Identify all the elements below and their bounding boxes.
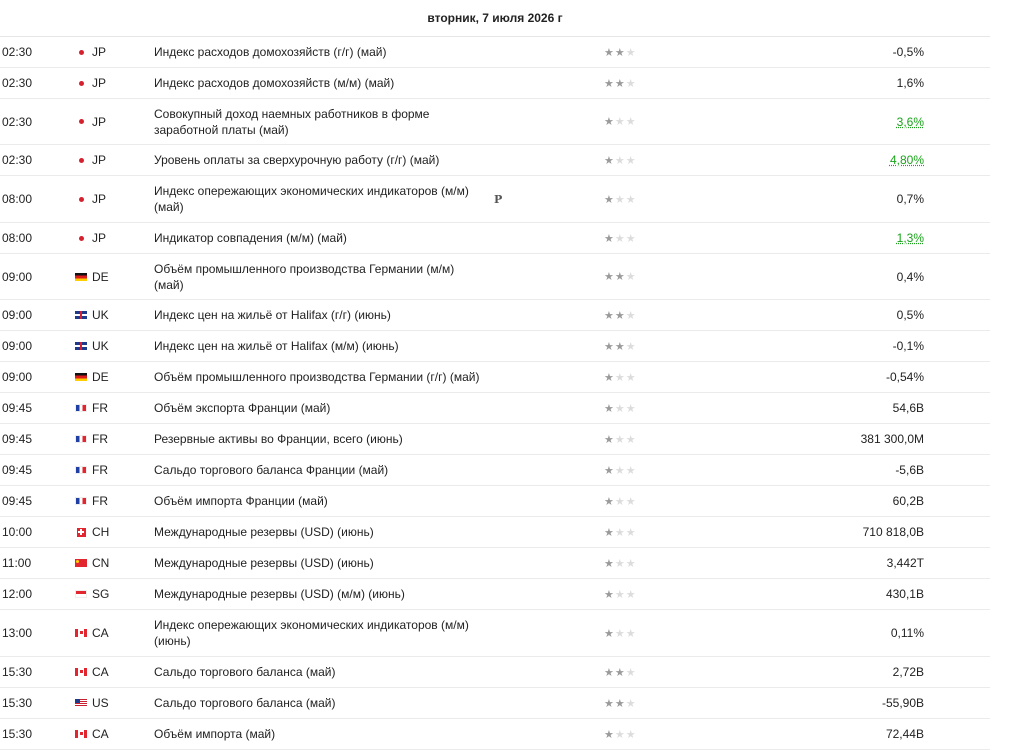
country-flag-icon xyxy=(74,688,88,718)
importance-stars xyxy=(604,300,644,330)
event-time: 09:45 xyxy=(2,463,33,477)
country-flag-icon xyxy=(74,579,88,609)
event-row[interactable] xyxy=(0,424,990,455)
country-flag-icon xyxy=(74,176,88,222)
event-time: 02:30 xyxy=(2,45,33,59)
actual-value xyxy=(780,176,924,222)
actual-value-text: 4,80% xyxy=(889,153,924,167)
event-time: 09:00 xyxy=(2,370,33,384)
star-icon: ★ xyxy=(614,232,626,245)
country-flag-icon xyxy=(74,486,88,516)
country-flag-icon xyxy=(74,300,88,330)
event-time: 02:30 xyxy=(2,114,33,129)
event-row[interactable] xyxy=(0,610,990,657)
event-time: 08:00 xyxy=(2,192,33,206)
actual-value-text: -5,6B xyxy=(895,463,924,477)
jp-flag-icon xyxy=(79,81,84,86)
de-flag-icon xyxy=(75,273,87,281)
star-icon: ★ xyxy=(614,402,626,415)
fr-flag-icon xyxy=(75,435,87,443)
event-time: 09:45 xyxy=(2,432,33,446)
event-name-link[interactable]: Уровень оплаты за сверхурочную работу (г/г) (май) xyxy=(154,153,440,167)
event-name-link[interactable]: Сальдо торгового баланса Франции (май) xyxy=(154,463,389,477)
importance-stars xyxy=(604,719,644,749)
event-time: 09:45 xyxy=(2,401,33,415)
star-icon: ★ xyxy=(604,116,615,128)
star-icon: ★ xyxy=(604,697,615,710)
star-icon: ★ xyxy=(625,116,637,128)
event-name-link[interactable]: Индекс опережающих экономических индикаторов (м/м) (июнь) xyxy=(154,618,469,648)
actual-value xyxy=(780,223,924,253)
actual-value-text: 0,7% xyxy=(896,192,924,206)
country-flag-icon xyxy=(74,68,88,98)
country-flag-icon xyxy=(74,223,88,253)
actual-value-text: 0,11% xyxy=(890,626,924,640)
star-icon: ★ xyxy=(625,728,637,741)
star-icon: ★ xyxy=(604,154,615,167)
country-code: UK xyxy=(92,339,109,353)
ca-flag-icon xyxy=(75,668,87,676)
country-code: JP xyxy=(92,192,107,206)
star-icon: ★ xyxy=(604,371,615,384)
uk-flag-icon xyxy=(75,311,87,319)
event-time: 10:00 xyxy=(2,525,33,539)
star-icon: ★ xyxy=(604,232,615,245)
star-icon: ★ xyxy=(604,402,615,415)
star-icon: ★ xyxy=(625,77,637,90)
us-flag-icon xyxy=(75,699,87,707)
event-time: 15:30 xyxy=(2,665,33,679)
star-icon: ★ xyxy=(614,526,626,539)
event-name-link[interactable]: Сальдо торгового баланса (май) xyxy=(154,696,336,710)
actual-value-text: -0,1% xyxy=(892,339,924,353)
ca-flag-icon xyxy=(75,629,87,637)
importance-stars xyxy=(604,145,644,175)
star-icon: ★ xyxy=(625,557,637,570)
importance-stars xyxy=(604,362,644,392)
star-icon: ★ xyxy=(604,588,615,601)
star-icon: ★ xyxy=(604,193,615,206)
actual-value xyxy=(780,688,924,718)
country-code: JP xyxy=(92,114,107,129)
importance-stars xyxy=(604,657,644,687)
event-row[interactable] xyxy=(0,331,990,362)
fr-flag-icon xyxy=(75,497,87,505)
actual-value-text: 710 818,0B xyxy=(862,525,924,539)
country-code: JP xyxy=(92,231,107,245)
event-time: 09:00 xyxy=(2,308,33,322)
jp-flag-icon xyxy=(79,119,84,124)
star-icon: ★ xyxy=(614,557,626,570)
fr-flag-icon xyxy=(75,404,87,412)
sg-flag-icon xyxy=(75,590,87,598)
star-icon: ★ xyxy=(614,309,626,322)
importance-stars xyxy=(604,579,644,609)
star-icon: ★ xyxy=(614,464,626,477)
country-code: SG xyxy=(92,587,110,601)
star-icon: ★ xyxy=(614,77,626,90)
star-icon: ★ xyxy=(604,666,615,679)
country-flag-icon xyxy=(74,517,88,547)
ch-flag-icon xyxy=(77,528,86,537)
event-row[interactable] xyxy=(0,548,990,579)
star-icon: ★ xyxy=(604,309,615,322)
country-flag-icon xyxy=(74,99,88,144)
star-icon: ★ xyxy=(614,627,626,640)
actual-value xyxy=(780,99,924,144)
country-flag-icon xyxy=(74,657,88,687)
country-code: DE xyxy=(92,269,109,284)
star-icon: ★ xyxy=(604,627,615,640)
event-row[interactable] xyxy=(0,68,990,99)
date-header: вторник, 7 июля 2026 г xyxy=(0,0,990,37)
star-icon: ★ xyxy=(614,340,626,353)
country-code: FR xyxy=(92,432,108,446)
country-flag-icon xyxy=(74,719,88,749)
star-icon: ★ xyxy=(604,557,615,570)
actual-value xyxy=(780,145,924,175)
country-flag-icon xyxy=(74,145,88,175)
country-code: CN xyxy=(92,556,110,570)
country-code: US xyxy=(92,696,109,710)
de-flag-icon xyxy=(75,373,87,381)
actual-value-text: 2,72B xyxy=(892,665,924,679)
star-icon: ★ xyxy=(614,666,626,679)
actual-value-text: 60,2B xyxy=(892,494,924,508)
actual-value-text: 430,1B xyxy=(885,587,924,601)
importance-stars xyxy=(604,99,644,144)
jp-flag-icon xyxy=(79,50,84,55)
country-code: DE xyxy=(92,370,109,384)
actual-value xyxy=(780,331,924,361)
event-name-link[interactable]: Индекс опережающих экономических индикаторов (м/м) (май) xyxy=(154,184,469,214)
star-icon: ★ xyxy=(625,697,637,710)
actual-value xyxy=(780,68,924,98)
importance-stars xyxy=(604,548,644,578)
actual-value-text: -0,5% xyxy=(892,45,924,59)
country-flag-icon xyxy=(74,455,88,485)
star-icon: ★ xyxy=(625,340,637,353)
star-icon: ★ xyxy=(604,526,615,539)
event-row[interactable] xyxy=(0,176,990,223)
actual-value xyxy=(780,517,924,547)
star-icon: ★ xyxy=(614,495,626,508)
event-row[interactable] xyxy=(0,37,990,68)
actual-value-text: 381 300,0M xyxy=(860,432,924,446)
event-name-link[interactable]: Объём промышленного производства Германии (г/г) (май) xyxy=(154,370,480,384)
jp-flag-icon xyxy=(79,236,84,241)
actual-value xyxy=(780,455,924,485)
country-flag-icon xyxy=(74,548,88,578)
actual-value xyxy=(780,719,924,749)
event-time: 15:30 xyxy=(2,727,33,741)
country-code: CH xyxy=(92,525,110,539)
event-name-link[interactable]: Международные резервы (USD) (июнь) xyxy=(154,525,374,539)
actual-value xyxy=(780,424,924,454)
cn-flag-icon xyxy=(75,559,87,567)
actual-value xyxy=(780,579,924,609)
calendar-table-body xyxy=(0,37,990,750)
star-icon: ★ xyxy=(625,495,637,508)
event-time: 08:00 xyxy=(2,231,33,245)
event-time: 09:00 xyxy=(2,339,33,353)
importance-stars xyxy=(604,610,644,656)
actual-value-text: 3,6% xyxy=(896,114,924,129)
country-flag-icon xyxy=(74,610,88,656)
importance-stars xyxy=(604,37,644,67)
country-code: UK xyxy=(92,308,109,322)
actual-value-text: 0,5% xyxy=(896,308,924,322)
event-row[interactable] xyxy=(0,657,990,688)
actual-value-text: -55,90B xyxy=(881,696,924,710)
country-flag-icon xyxy=(74,393,88,423)
uk-flag-icon xyxy=(75,342,87,350)
star-icon: ★ xyxy=(604,77,615,90)
event-time: 15:30 xyxy=(2,696,33,710)
importance-stars xyxy=(604,688,644,718)
event-time: 13:00 xyxy=(2,626,33,640)
star-icon: ★ xyxy=(614,154,626,167)
actual-value xyxy=(780,486,924,516)
star-icon: ★ xyxy=(625,309,637,322)
importance-stars xyxy=(604,486,644,516)
event-row[interactable] xyxy=(0,300,990,331)
event-time: 02:30 xyxy=(2,153,33,167)
event-row[interactable] xyxy=(0,579,990,610)
star-icon: ★ xyxy=(614,193,626,206)
event-name-link[interactable]: Индекс расходов домохозяйств (м/м) (май) xyxy=(154,76,395,90)
star-icon: ★ xyxy=(614,371,626,384)
importance-stars xyxy=(604,254,644,299)
actual-value xyxy=(780,362,924,392)
star-icon: ★ xyxy=(604,728,615,741)
star-icon: ★ xyxy=(625,271,637,283)
event-name-link[interactable]: Резервные активы во Франции, всего (июнь) xyxy=(154,432,403,446)
country-code: CA xyxy=(92,665,109,679)
ca-flag-icon xyxy=(75,730,87,738)
event-row[interactable] xyxy=(0,362,990,393)
star-icon: ★ xyxy=(625,402,637,415)
actual-value-text: 72,44B xyxy=(885,727,924,741)
event-name-link[interactable]: Индекс расходов домохозяйств (г/г) (май) xyxy=(154,45,387,59)
star-icon: ★ xyxy=(604,271,615,283)
event-row[interactable] xyxy=(0,99,990,145)
event-name-link[interactable]: Международные резервы (USD) (м/м) (июнь) xyxy=(154,587,405,601)
star-icon: ★ xyxy=(625,46,637,59)
importance-stars xyxy=(604,223,644,253)
event-name-link[interactable]: Международные резервы (USD) (июнь) xyxy=(154,556,374,570)
event-name-link[interactable]: Объём импорта (май) xyxy=(154,727,276,741)
star-icon: ★ xyxy=(625,193,637,206)
event-time: 12:00 xyxy=(2,587,33,601)
jp-flag-icon xyxy=(79,158,84,163)
event-row[interactable] xyxy=(0,719,990,750)
star-icon: ★ xyxy=(604,46,615,59)
fr-flag-icon xyxy=(75,466,87,474)
star-icon: ★ xyxy=(625,464,637,477)
event-name-link[interactable]: Индекс цен на жильё от Halifax (м/м) (июнь) xyxy=(154,339,399,353)
importance-stars xyxy=(604,393,644,423)
event-row[interactable] xyxy=(0,145,990,176)
country-flag-icon xyxy=(74,331,88,361)
star-icon: ★ xyxy=(625,627,637,640)
actual-value xyxy=(780,37,924,67)
country-code: JP xyxy=(92,153,107,167)
importance-stars xyxy=(604,176,644,222)
star-icon: ★ xyxy=(625,526,637,539)
event-row[interactable] xyxy=(0,223,990,254)
country-flag-icon xyxy=(74,424,88,454)
event-row[interactable] xyxy=(0,254,990,300)
event-row[interactable] xyxy=(0,517,990,548)
star-icon: ★ xyxy=(625,433,637,446)
star-icon: ★ xyxy=(614,588,626,601)
country-code: CA xyxy=(92,626,109,640)
star-icon: ★ xyxy=(614,697,626,710)
actual-value-text: 1,6% xyxy=(896,76,924,90)
preliminary-badge: P xyxy=(494,192,503,206)
country-code: FR xyxy=(92,494,108,508)
importance-stars xyxy=(604,68,644,98)
star-icon: ★ xyxy=(614,116,626,128)
star-icon: ★ xyxy=(604,340,615,353)
event-name-link[interactable]: Объём промышленного производства Германии (м/м) (май) xyxy=(154,261,455,292)
importance-stars xyxy=(604,517,644,547)
event-name-link[interactable]: Объём импорта Франции (май) xyxy=(154,494,328,508)
actual-value xyxy=(780,548,924,578)
actual-value-text: -0,54% xyxy=(885,370,924,384)
importance-stars xyxy=(604,331,644,361)
event-row[interactable] xyxy=(0,455,990,486)
country-code: CA xyxy=(92,727,109,741)
star-icon: ★ xyxy=(625,154,637,167)
star-icon: ★ xyxy=(625,232,637,245)
event-time: 11:00 xyxy=(2,556,32,570)
star-icon: ★ xyxy=(604,495,615,508)
importance-stars xyxy=(604,455,644,485)
country-flag-icon xyxy=(74,362,88,392)
actual-value xyxy=(780,610,924,656)
event-time: 09:45 xyxy=(2,494,33,508)
actual-value xyxy=(780,254,924,299)
jp-flag-icon xyxy=(79,197,84,202)
star-icon: ★ xyxy=(625,588,637,601)
star-icon: ★ xyxy=(614,271,626,283)
actual-value xyxy=(780,393,924,423)
country-flag-icon xyxy=(74,37,88,67)
country-code: FR xyxy=(92,463,108,477)
actual-value xyxy=(780,300,924,330)
country-code: JP xyxy=(92,45,107,59)
actual-value-text: 1,3% xyxy=(896,231,924,245)
star-icon: ★ xyxy=(614,433,626,446)
star-icon: ★ xyxy=(625,666,637,679)
country-code: JP xyxy=(92,76,107,90)
actual-value-text: 3,442T xyxy=(886,556,924,570)
event-row[interactable] xyxy=(0,688,990,719)
star-icon: ★ xyxy=(614,728,626,741)
event-time: 02:30 xyxy=(2,76,33,90)
country-flag-icon xyxy=(74,254,88,299)
event-time: 09:00 xyxy=(2,269,33,284)
actual-value xyxy=(780,657,924,687)
event-name-link[interactable]: Сальдо торгового баланса (май) xyxy=(154,665,336,679)
star-icon: ★ xyxy=(604,464,615,477)
star-icon: ★ xyxy=(614,46,626,59)
event-name-link[interactable]: Объём экспорта Франции (май) xyxy=(154,401,331,415)
event-name-link[interactable]: Совокупный доход наемных работников в форме заработной платы (май) xyxy=(154,106,430,137)
star-icon: ★ xyxy=(625,371,637,384)
actual-value-text: 0,4% xyxy=(896,269,924,284)
event-row[interactable] xyxy=(0,393,990,424)
event-name-link[interactable]: Индекс цен на жильё от Halifax (г/г) (июнь) xyxy=(154,308,391,322)
importance-stars xyxy=(604,424,644,454)
event-name-link[interactable]: Индикатор совпадения (м/м) (май) xyxy=(154,231,347,245)
actual-value-text: 54,6B xyxy=(892,401,924,415)
event-row[interactable] xyxy=(0,486,990,517)
star-icon: ★ xyxy=(604,433,615,446)
country-code: FR xyxy=(92,401,108,415)
